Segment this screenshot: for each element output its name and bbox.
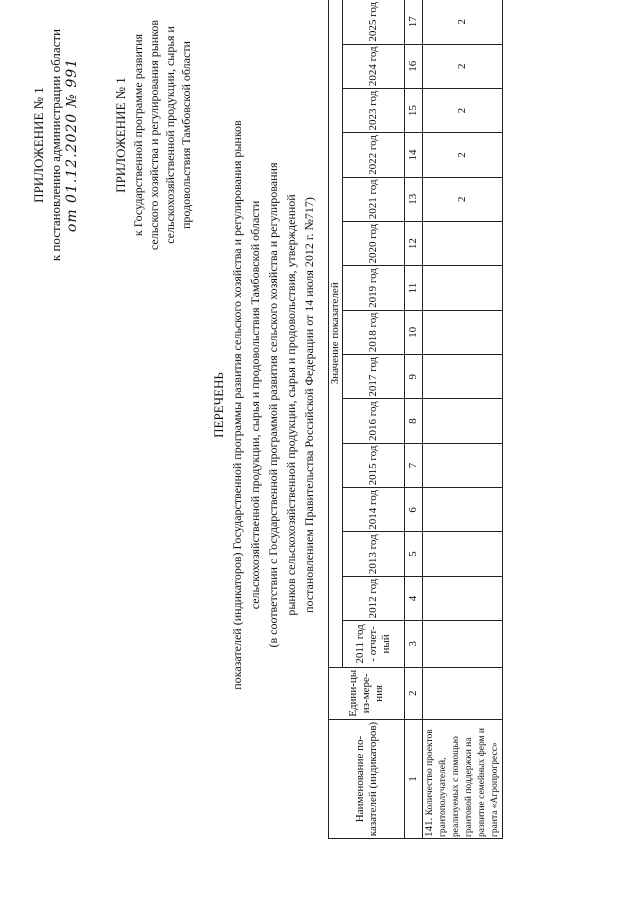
year-header: 2012 год — [343, 576, 405, 620]
year-header: 2019 год — [343, 266, 405, 310]
column-number: 4 — [405, 576, 423, 620]
heading-line: показателей (индикаторов) Государственной программы развития сельского хозяйства и регулирования рынков — [230, 120, 244, 690]
row-number: 141. — [423, 817, 435, 837]
value-cell — [423, 621, 503, 667]
year-header: 2018 год — [343, 310, 405, 354]
value-cell — [423, 488, 503, 532]
column-number: 14 — [405, 133, 423, 177]
column-number: 9 — [405, 355, 423, 399]
heading-line: сельскохозяйственной продукции, сырья и продовольствия Тамбовской области — [248, 200, 262, 610]
year-header: 2015 год — [343, 443, 405, 487]
appendix2-block — [112, 5, 194, 265]
appendix-title: ПРИЛОЖЕНИЕ № 1 — [31, 87, 46, 203]
column-number: 13 — [405, 177, 423, 221]
value-cell: 2 — [423, 44, 503, 88]
indicators-table — [328, 0, 500, 839]
value-cell — [423, 576, 503, 620]
column-number: 7 — [405, 443, 423, 487]
heading-title: ПЕРЕЧЕНЬ — [211, 372, 226, 438]
year-header: 2025 год — [343, 0, 405, 44]
year-header: 2024 год — [343, 44, 405, 88]
year-header: 2017 год — [343, 355, 405, 399]
heading-line: постановлением Правительства Российской Федерации от 14 июля 2012 г. №717) — [302, 197, 316, 613]
appendix2-line: к Государственной программе развития — [131, 33, 145, 237]
column-number: 10 — [405, 310, 423, 354]
appendix2-line: продовольствия Тамбовской области — [179, 41, 193, 229]
column-number: 6 — [405, 488, 423, 532]
year-header: 2022 год — [343, 133, 405, 177]
column-number: 5 — [405, 532, 423, 576]
heading-line: рынков сельскохозяйственной продукции, сырья и продовольствия, утвержденной — [284, 194, 298, 616]
value-cell: 2 — [423, 133, 503, 177]
appendix2-line: сельского хозяйства и регулирования рынков — [147, 19, 161, 251]
column-number: 11 — [405, 266, 423, 310]
value-cell — [423, 532, 503, 576]
handwritten-date-number: от 01.12.2020 № 991 — [64, 57, 80, 233]
column-number: 8 — [405, 399, 423, 443]
value-cell: 2 — [423, 177, 503, 221]
column-number: 3 — [405, 621, 423, 667]
appendix2-line: сельскохозяйственной продукции, сырья и — [163, 26, 177, 244]
column-number: 2 — [405, 667, 423, 719]
row-indicator-name: Количество проектов грантополучателей, реализуемых с помощью грантовой поддержки на развитие семейных ферм и гранта «Агропрогресс» — [425, 727, 500, 837]
column-number: 16 — [405, 44, 423, 88]
year-header: 2021 год — [343, 177, 405, 221]
heading-block — [210, 55, 318, 755]
heading-line: (в соответствии с Государственной программой развития сельского хозяйства и регулирования — [266, 162, 280, 648]
header-name: Наименование по-казателей (индикаторов) — [329, 720, 405, 839]
header-unit: Едини-цы из-мере-ния — [329, 667, 405, 719]
value-cell — [423, 399, 503, 443]
value-cell — [423, 310, 503, 354]
year-header: 2016 год — [343, 399, 405, 443]
value-cell — [423, 266, 503, 310]
year-header: 2014 год — [343, 488, 405, 532]
year-header: 2013 год — [343, 532, 405, 576]
column-number: 12 — [405, 221, 423, 265]
value-cell: 2 — [423, 0, 503, 44]
appendix-block — [30, 5, 80, 285]
header-values: Значение показателей — [329, 0, 343, 667]
row-name-cell — [423, 720, 503, 839]
year-header: 2011 год - отчет-ный — [343, 621, 405, 667]
column-number: 17 — [405, 0, 423, 44]
appendix2-title: ПРИЛОЖЕНИЕ № 1 — [113, 77, 128, 193]
appendix-line: к постановлению администрации области — [48, 28, 63, 262]
value-cell — [423, 221, 503, 265]
row-unit-cell — [423, 667, 503, 719]
value-cell: 2 — [423, 88, 503, 132]
year-header: 2020 год — [343, 221, 405, 265]
value-cell — [423, 443, 503, 487]
year-header: 2023 год — [343, 88, 405, 132]
value-cell — [423, 355, 503, 399]
column-number: 1 — [405, 720, 423, 839]
column-number: 15 — [405, 88, 423, 132]
